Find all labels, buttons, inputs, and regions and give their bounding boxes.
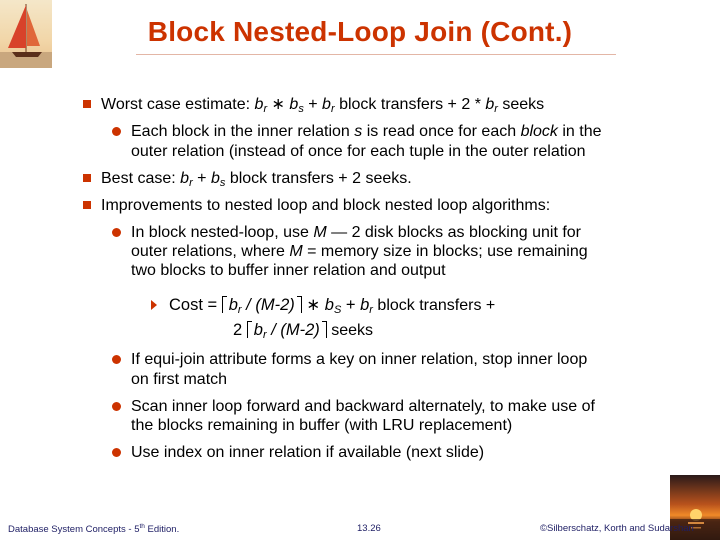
footer-left-a: Database System Concepts - 5: [8, 524, 140, 536]
bullet-square-marker: [83, 100, 91, 108]
worst-mid: block transfers + 2 *: [334, 96, 486, 113]
worst-b4: b: [485, 96, 495, 113]
footer-page-number: 13.26: [357, 523, 381, 534]
subbullet-bnl-line3: two blocks to buffer inner relation and output: [131, 262, 446, 279]
subbullet-bnl-line1: [131, 223, 581, 243]
cost-r: r: [237, 304, 242, 316]
worst-star: ∗: [267, 96, 290, 113]
inner-block: block: [520, 123, 558, 140]
subbullet-equi-join-line1: If equi-join attribute forms a key on inner relation, stop inner loop: [131, 351, 588, 368]
bnl-text-d: = memory size in blocks; use remaining: [302, 243, 588, 260]
best-b2: b: [210, 170, 220, 187]
bullet-dot-marker: [112, 448, 121, 457]
worst-sub2: s: [298, 103, 304, 115]
subbullet-inner-relation-line2: outer relation (instead of once for each tuple in the outer relation: [131, 143, 586, 160]
cost-plus: +: [341, 296, 361, 314]
bnl-text-a: In block nested-loop, use: [131, 224, 314, 241]
cost-l2-b: b: [253, 321, 263, 339]
bnl-text-b: — 2 disk blocks as blocking unit for: [326, 224, 582, 241]
bullet-dot-marker: [112, 127, 121, 136]
worst-sub4: r: [494, 103, 498, 115]
best-suffix: block transfers + 2 seeks.: [225, 170, 412, 187]
bullet-improvements: Improvements to nested loop and block nested loop algorithms:: [101, 197, 551, 214]
cost-l2-r: r: [262, 329, 267, 341]
bullet-dot-marker: [112, 402, 121, 411]
best-prefix: Best case:: [101, 170, 181, 187]
cost-seeks: seeks: [326, 322, 374, 339]
inner-text-a: Each block in the inner relation: [131, 123, 355, 140]
cost-two: 2: [233, 321, 247, 339]
subbullet-inner-relation-line1: [131, 122, 602, 142]
cost-formula-line1: [169, 295, 495, 315]
cost-s: S: [333, 304, 342, 316]
best-b1: b: [180, 170, 190, 187]
ceiling-left-icon: [222, 296, 227, 313]
inner-text-c: in the: [557, 123, 602, 140]
ceiling-left-icon: [247, 321, 252, 338]
slide-title: Block Nested-Loop Join (Cont.): [147, 16, 573, 47]
bullet-dot-marker: [112, 355, 121, 364]
bullet-dot-marker: [112, 228, 121, 237]
footer-left-sup: th: [139, 523, 145, 530]
best-plus: +: [192, 170, 211, 187]
subbullet-index: Use index on inner relation if available (next slide): [131, 444, 485, 461]
cost-b: b: [228, 296, 238, 314]
best-sub1: r: [189, 177, 193, 189]
bnl-m2: M: [289, 243, 303, 260]
worst-b3: b: [322, 96, 331, 113]
bnl-m1: M: [313, 224, 327, 241]
subbullet-scan-line2: the blocks remaining in buffer (with LRU replacement): [131, 417, 513, 434]
subbullet-equi-join-line2: on first match: [131, 371, 228, 388]
cost-label: Cost =: [169, 296, 222, 314]
worst-prefix: Worst case estimate:: [101, 96, 255, 113]
bullet-worst-case: [101, 95, 544, 117]
cost-div: / (M-2): [241, 296, 295, 314]
cost-bs: b: [324, 296, 334, 314]
subbullet-bnl-line2: [131, 242, 588, 262]
worst-b1: b: [254, 96, 264, 113]
bullet-square-marker: [83, 174, 91, 182]
cost-l2-div: / (M-2): [266, 321, 320, 339]
inner-text-b: is read once for each: [362, 123, 521, 140]
best-sub2: s: [219, 177, 226, 189]
subbullet-scan-line1: Scan inner loop forward and backward alternately, to make use of: [131, 398, 595, 415]
cost-star: ∗: [301, 296, 325, 314]
worst-b2: b: [289, 96, 299, 113]
bnl-text-c: outer relations, where: [131, 243, 290, 260]
inner-s: s: [354, 123, 363, 140]
bullet-arrow-marker: [151, 300, 157, 310]
footer-book-title: [8, 523, 179, 535]
footer-left-b: Edition.: [144, 524, 180, 536]
bullet-best-case: [101, 169, 412, 191]
worst-plus: +: [303, 96, 323, 113]
cost-br: b: [360, 296, 370, 314]
title-underline: [136, 54, 616, 55]
cost-tail: block transfers +: [372, 297, 496, 314]
cost-formula-line2: [233, 321, 373, 340]
worst-sub1: r: [263, 103, 268, 115]
cost-r2: r: [369, 304, 373, 316]
footer-copyright: ©Silberschatz, Korth and Sudarshan: [540, 523, 694, 534]
bullet-square-marker: [83, 201, 91, 209]
worst-suffix: seeks: [497, 96, 545, 113]
worst-sub3: r: [330, 103, 335, 115]
